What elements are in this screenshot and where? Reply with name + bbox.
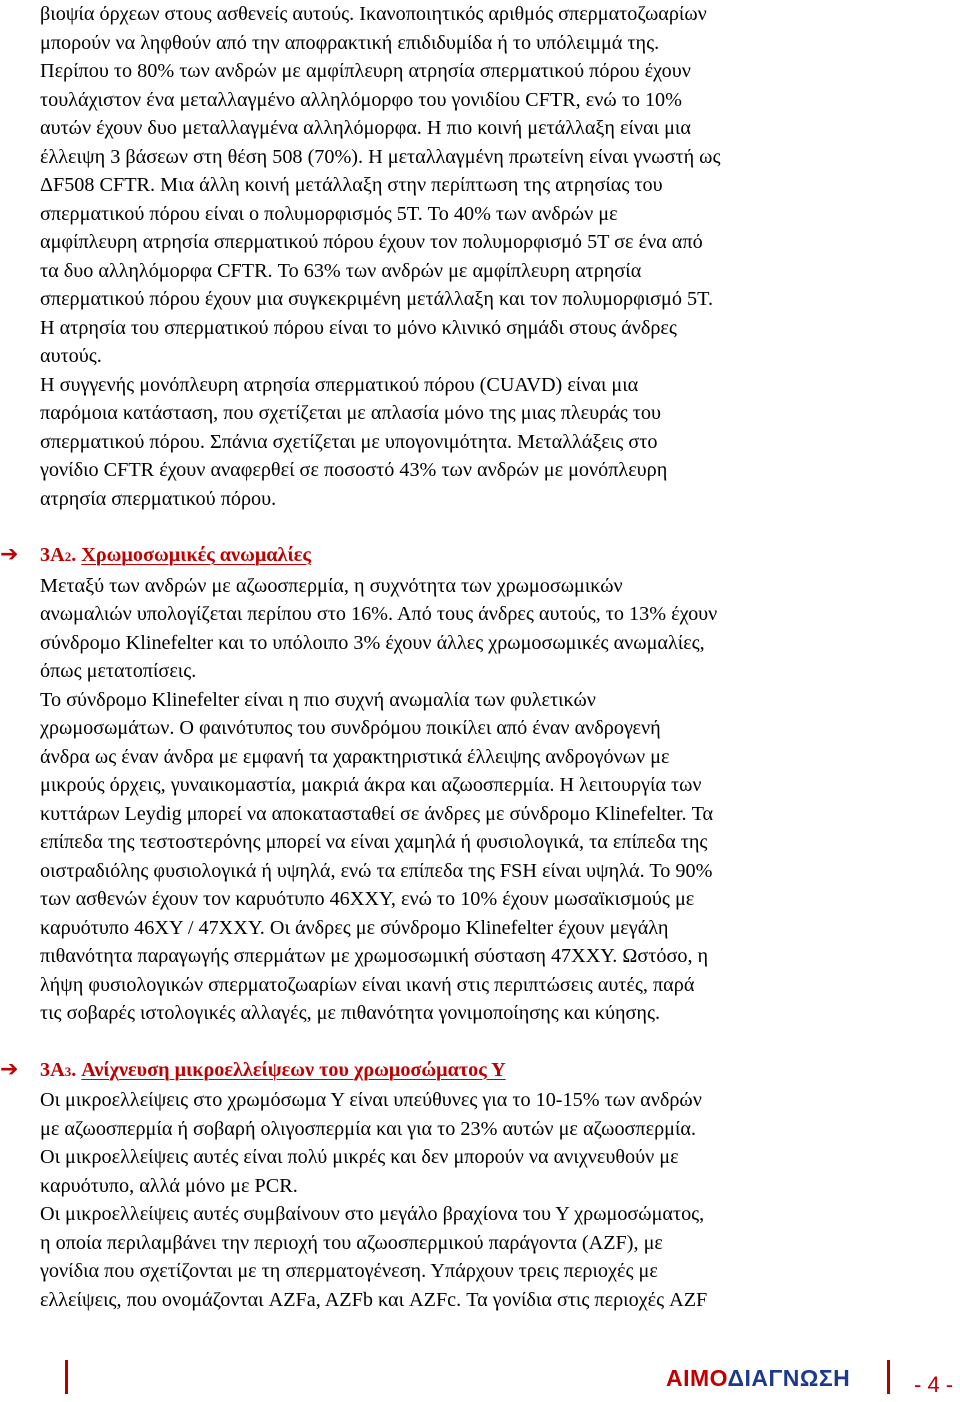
text-line: έλλειψη 3 βάσεων στη θέση 508 (70%). Η μεταλλαγμένη πρωτείνη είναι γνωστή ως — [40, 145, 721, 168]
footer-logo — [666, 1363, 850, 1393]
text-line: Το σύνδρομο Klinefelter είναι η πιο συχνή ανωμαλία των φυλετικών — [40, 688, 596, 711]
text-line: αμφίπλευρη ατρησία σπερματικού πόρου έχουν τον πολυμορφισμό 5T σε ένα από — [40, 231, 703, 253]
section-number-sub: 2 — [64, 549, 72, 564]
section-text — [40, 572, 920, 1028]
footer-divider-left — [65, 1360, 68, 1394]
text-line: σπερματικού πόρου. Σπάνια σχετίζεται με υπογονιμότητα. Μεταλλάξεις στο — [40, 430, 658, 453]
text-line: επίπεδα της τεστοστερόνης μπορεί να είναι χαμηλά ή φυσιολογικά, τα επίπεδα της — [40, 831, 708, 853]
text-line: οιστραδιόλης φυσιολογικά ή υψηλά, ενώ τα επίπεδα της FSH είναι υψηλά. Το 90% — [40, 859, 713, 882]
text-line: καρυότυπο, αλλά μόνο με PCR. — [40, 1174, 298, 1197]
text-line: πιθανότητα παραγωγής σπερμάτων με χρωμοσωμική σύσταση 47XXY. Ωστόσο, η — [40, 945, 709, 967]
intro-paragraphs — [40, 0, 920, 513]
logo-part-1: ΑΙΜΟ — [666, 1365, 728, 1391]
section-title: Ανίχνευση μικροελλείψεων του χρωμοσώματος Υ — [81, 1058, 506, 1081]
text-line: σπερματικού πόρου έχουν μια συγκεκριμένη μετάλλαξη και τον πολυμορφισμό 5T. — [40, 288, 713, 310]
text-line: ΔF508 CFTR. Μια άλλη κοινή μετάλλαξη στην περίπτωση της ατρησίας του — [40, 174, 663, 196]
section-text — [40, 1086, 920, 1314]
text-line: Η συγγενής μονόπλευρη ατρησία σπερματικού πόρου (CUAVD) είναι μια — [40, 373, 639, 396]
text-line: καρυότυπο 46XY / 47XXY. Οι άνδρες με σύνδρομο Klinefelter έχουν μεγάλη — [40, 916, 669, 939]
text-line: γονίδιο CFTR έχουν αναφερθεί σε ποσοστό 43% των ανδρών με μονόπλευρη — [40, 459, 668, 481]
footer-divider-right — [887, 1360, 890, 1394]
text-line: όπως μετατοπίσεις. — [40, 660, 197, 682]
section-heading — [40, 1056, 920, 1087]
text-line: γονίδια που σχετίζονται με τη σπερματογένεση. Υπάρχουν τρεις περιοχές με — [40, 1260, 658, 1282]
text-line: τα δυο αλληλόμορφα CFTR. Το 63% των ανδρών με αμφίπλευρη ατρησία — [40, 259, 642, 282]
section-number-sub: 3 — [64, 1063, 72, 1079]
section-heading — [40, 541, 920, 572]
section-number-dot: . — [71, 544, 77, 566]
text-line: αυτούς. — [40, 345, 102, 367]
text-line: λήψη φυσιολογικών σπερματοζωαρίων είναι ικανή στις περιπτώσεις αυτές, παρά — [40, 973, 695, 996]
text-line: βιοψία όρχεων στους ασθενείς αυτούς. Ικανοποιητικός αριθμός σπερματοζωαρίων — [40, 3, 707, 25]
text-line: παρόμοια κατάσταση, που σχετίζεται με απλασία μόνο της μιας πλευράς του — [40, 402, 662, 424]
text-line: Οι μικροελλείψεις στο χρωμόσωμα Υ είναι υπεύθυνες για το 10-15% των ανδρών — [40, 1089, 702, 1111]
text-line: σύνδρομο Klinefelter και το υπόλοιπο 3% έχουν άλλες χρωμοσωμικές ανωμαλίες, — [40, 631, 705, 654]
text-line: τις σοβαρές ιστολογικές αλλαγές, με πιθανότητα γονιμοποίησης και κύησης. — [40, 1002, 661, 1024]
text-line: Οι μικροελλείψεις αυτές συμβαίνουν στο μεγάλο βραχίονα του Υ χρωμοσώματος, — [40, 1203, 705, 1225]
arrow-right-icon: ➔ — [0, 542, 19, 567]
text-line: των ασθενών έχουν τον καρυότυπο 46XXY, ενώ το 10% έχουν μωσαϊκισμούς με — [40, 888, 695, 910]
section-number: 3A — [40, 544, 65, 566]
section-chromosomal-abnormalities — [0, 541, 920, 1028]
text-line: μικρούς όρχεις, γυναικομαστία, μακριά άκρα και αζωοσπερμία. Η λειτουργία των — [40, 774, 702, 796]
text-line: τουλάχιστον ένα μεταλλαγμένο αλληλόμορφο του γονιδίου CFTR, ενώ το 10% — [40, 88, 682, 111]
text-line: ανωμαλιών υπολογίζεται περίπου στο 16%. Από τους άνδρες αυτούς, το 13% έχουν — [40, 603, 718, 625]
text-line: Μεταξύ των ανδρών με αζωοσπερμία, η συχνότητα των χρωμοσωμικών — [40, 574, 623, 597]
text-line: ατρησία σπερματικού πόρου. — [40, 487, 277, 510]
section-number-dot: . — [71, 1058, 77, 1081]
section-number: 3A — [40, 1058, 65, 1081]
text-line: άνδρα ως έναν άνδρα με εμφανή τα χαρακτηριστικά έλλειψης ανδρογόνων με — [40, 745, 670, 768]
text-line: αυτών έχουν δυο μεταλλαγμένα αλληλόμορφα. Η πιο κοινή μετάλλαξη είναι μια — [40, 117, 691, 139]
text-line: η οποία περιλαμβάνει την περιοχή του αζωοσπερμικού παράγοντα (AZF), με — [40, 1231, 663, 1254]
page-number: - 4 - — [914, 1372, 954, 1397]
text-line: Οι μικροελλείψεις αυτές είναι πολύ μικρές και δεν μπορούν να ανιχνευθούν με — [40, 1146, 679, 1168]
text-line: μπορούν να ληφθούν από την αποφρακτική επιδιδυμίδα ή το υπόλειμμά της. — [40, 31, 660, 54]
text-line: σπερματικού πόρου είναι ο πολυμορφισμός 5T. Το 40% των ανδρών με — [40, 202, 618, 225]
text-line: Περίπου το 80% των ανδρών με αμφίπλευρη ατρησία σπερματικού πόρου έχουν — [40, 60, 691, 82]
text-line: ελλείψεις, που ονομάζονται AZFa, AZFb και AZFc. Τα γονίδια στις περιοχές AZF — [40, 1288, 708, 1311]
text-line: χρωμοσωμάτων. Ο φαινότυπος του συνδρόμου ποικίλει από έναν ανδρογενή — [40, 717, 661, 739]
text-line: κυττάρων Leydig μπορεί να αποκατασταθεί σε άνδρες με σύνδρομο Klinefelter. Τα — [40, 802, 714, 825]
text-line: Η ατρησία του σπερματικού πόρου είναι το μόνο κλινικό σημάδι στους άνδρες — [40, 316, 677, 339]
logo-part-2: ΔΙΑΓΝΩΣΗ — [727, 1365, 851, 1391]
arrow-right-icon: ➔ — [0, 1056, 19, 1082]
section-title: Χρωμοσωμικές ανωμαλίες — [81, 544, 311, 566]
section-y-microdeletions — [0, 1056, 920, 1315]
text-line: με αζωοσπερμία ή σοβαρή ολιγοσπερμία και για το 23% αυτών με αζωοσπερμία. — [40, 1117, 697, 1140]
